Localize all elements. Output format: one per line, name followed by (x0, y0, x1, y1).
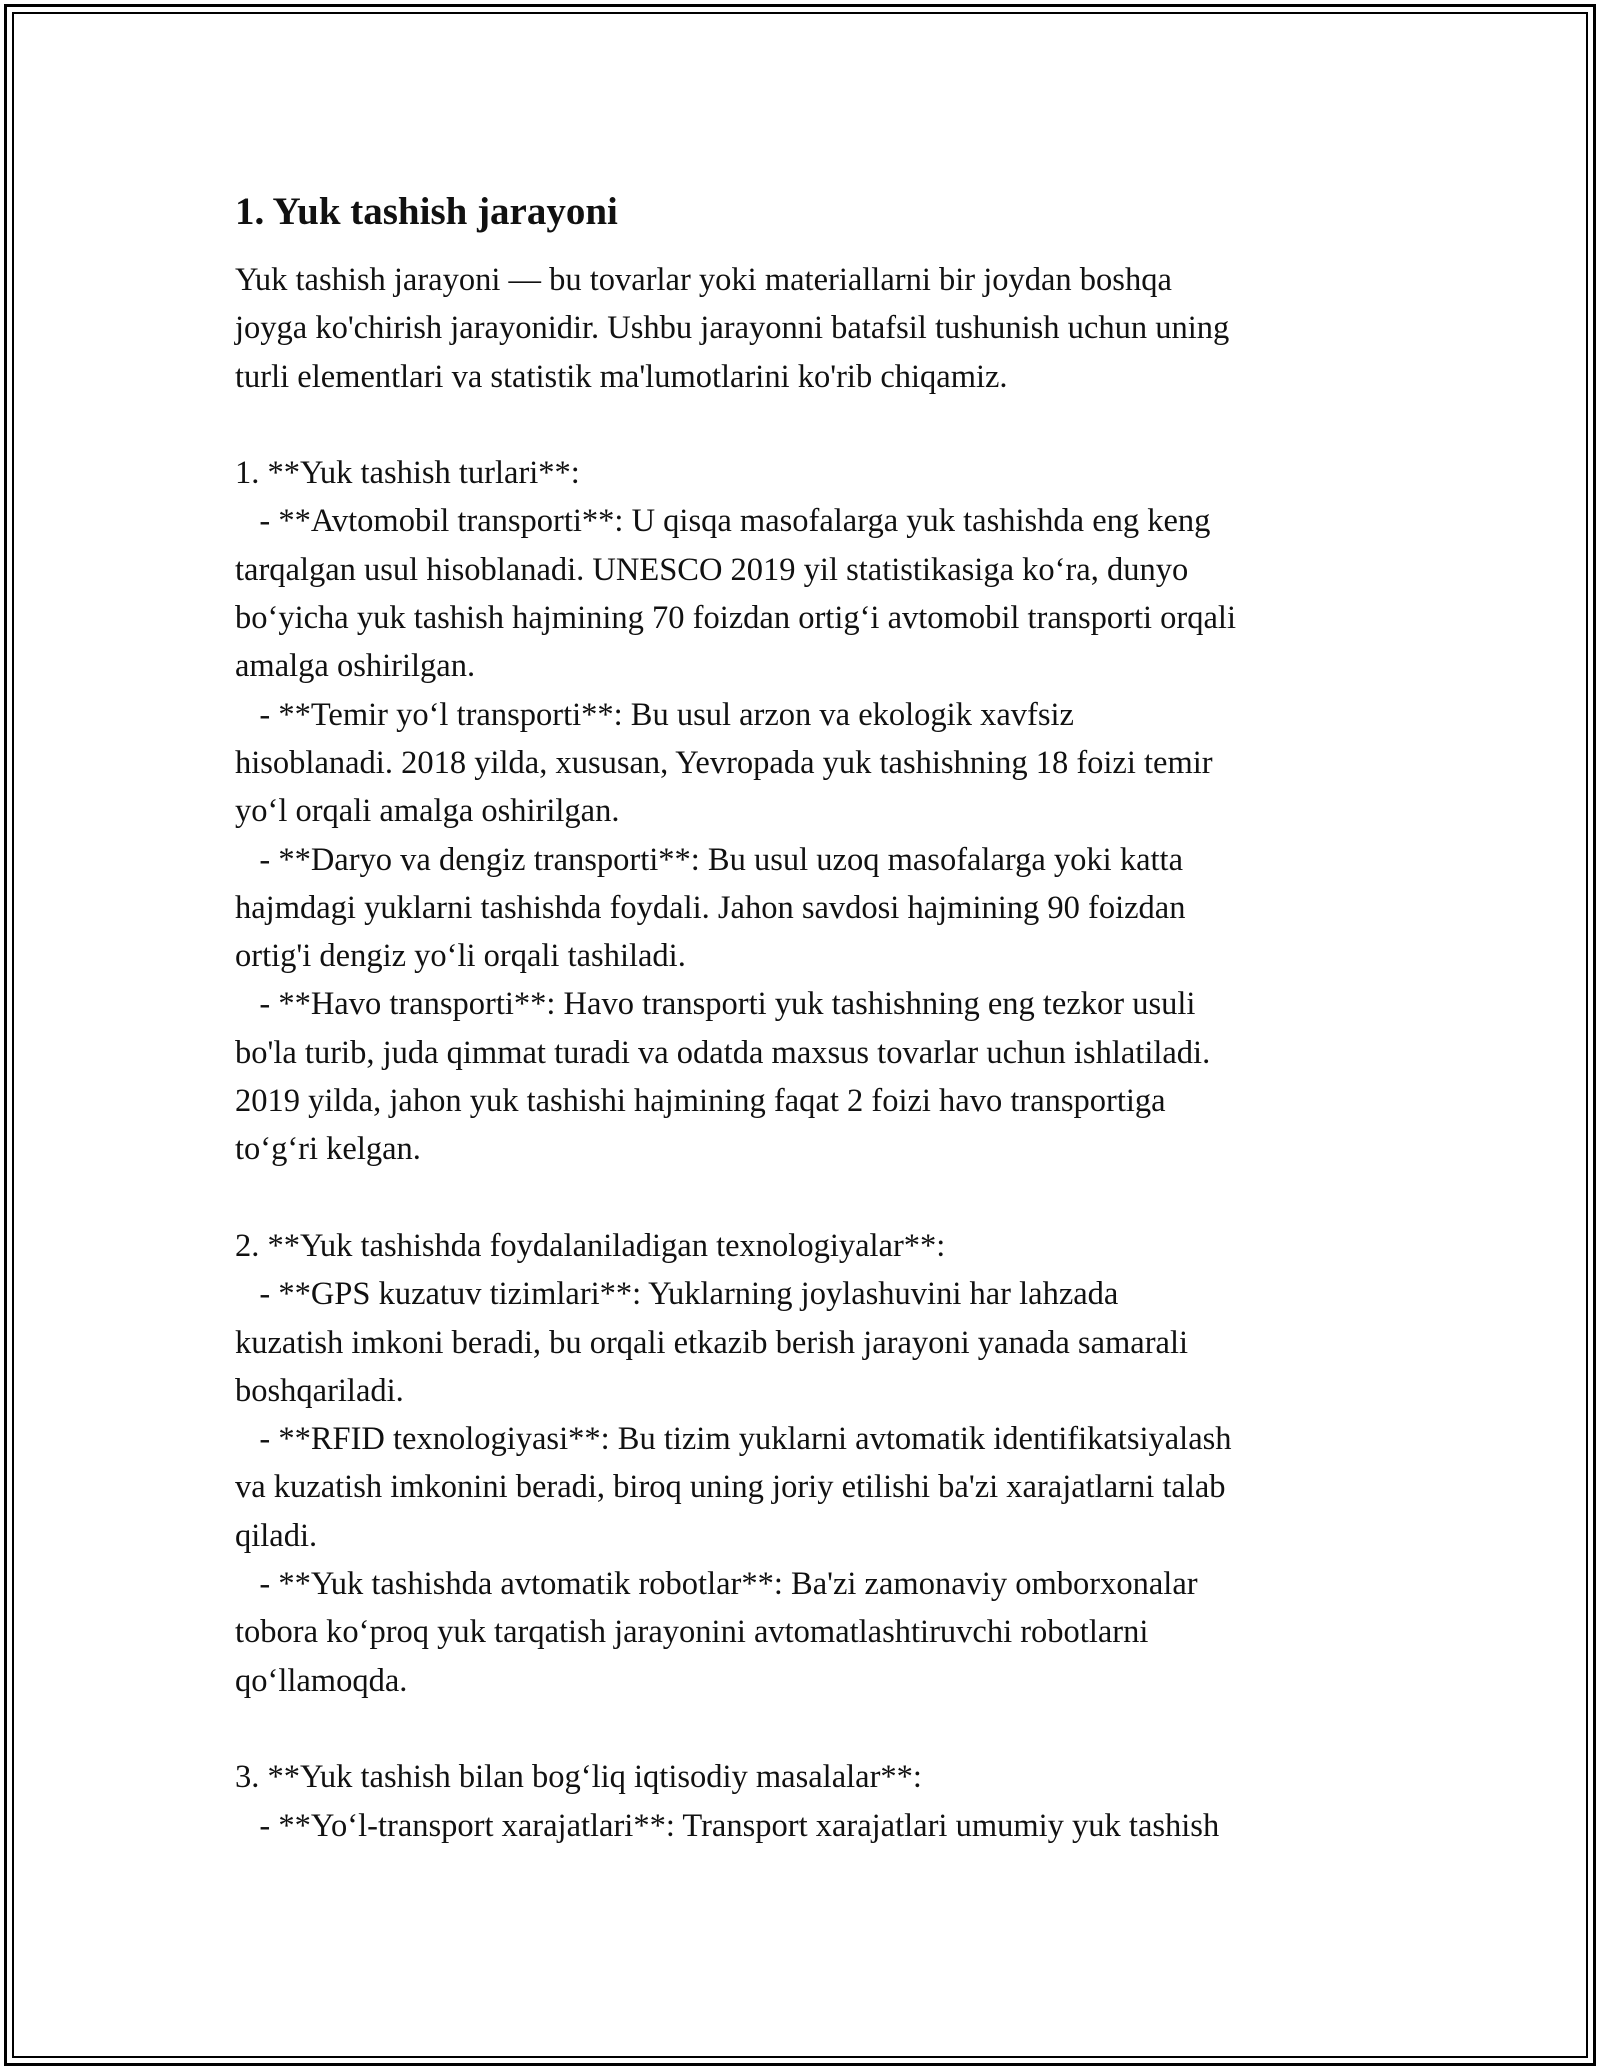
text-line: - **Temir yo‘l transporti**: Bu usul arzon va ekologik xavfsiz (235, 696, 1074, 733)
blank-line (235, 1705, 1375, 1753)
text-line: 1. **Yuk tashish turlari**: (235, 455, 580, 492)
text-line: 2019 yilda, jahon yuk tashishi hajmining faqat 2 foizi havo transportiga (235, 1083, 1166, 1120)
text-line: 2. **Yuk tashishda foydalaniladigan texnologiyalar**: (235, 1227, 946, 1264)
text-line: 3. **Yuk tashish bilan bog‘liq iqtisodiy masalalar**: (235, 1759, 922, 1796)
text-line: kuzatish imkoni beradi, bu orqali etkazib berish jarayoni yanada samarali (235, 1324, 1189, 1361)
text-line: va kuzatish imkonini beradi, biroq uning joriy etilishi ba'zi xarajatlarni talab (235, 1469, 1226, 1506)
text-line: Yuk tashish jarayoni — bu tovarlar yoki materiallarni bir joydan boshqa (235, 262, 1172, 298)
text-line: yo‘l orqali amalga oshirilgan. (235, 793, 620, 830)
document-body (235, 188, 1375, 1850)
text-line: turli elementlari va statistik ma'lumotlarini ko'rib chiqamiz. (235, 358, 1008, 395)
text-line: joyga ko'chirish jarayonidir. Ushbu jarayonni batafsil tushunish uchun uning (235, 310, 1230, 347)
text-line: qo‘llamoqda. (235, 1662, 408, 1699)
text-line: qiladi. (235, 1517, 318, 1554)
blank-line (235, 1174, 1375, 1222)
text-line: - **Yo‘l-transport xarajatlari**: Transport xarajatlari umumiy yuk tashish (235, 1807, 1220, 1844)
text-line: - **GPS kuzatuv tizimlari**: Yuklarning joylashuvini har lahzada (235, 1276, 1119, 1313)
text-line: - **Daryo va dengiz transporti**: Bu usul uzoq masofalarga yoki katta (235, 841, 1183, 878)
text-line: ortig'i dengiz yo‘li orqali tashiladi. (235, 938, 686, 975)
text-line: bo'la turib, juda qimmat turadi va odatda maxsus tovarlar uchun ishlatiladi. (235, 1034, 1211, 1071)
text-line: amalga oshirilgan. (235, 648, 476, 685)
text-line: to‘g‘ri kelgan. (235, 1131, 421, 1168)
text-line: - **Havo transporti**: Havo transporti yuk tashishning eng tezkor usuli (235, 986, 1196, 1023)
text-line: tarqalgan usul hisoblanadi. UNESCO 2019 yil statistikasiga ko‘ra, dunyo (235, 551, 1189, 588)
text-line: tobora ko‘proq yuk tarqatish jarayonini avtomatlashtiruvchi robotlarni (235, 1614, 1149, 1651)
text-line: - **Avtomobil transporti**: U qisqa masofalarga yuk tashishda eng keng (235, 503, 1211, 540)
text-line: - **RFID texnologiyasi**: Bu tizim yuklarni avtomatik identifikatsiyalash (235, 1421, 1232, 1458)
document-heading: 1. Yuk tashish jarayoni (235, 190, 618, 233)
blank-line (235, 401, 1375, 449)
text-line: hisoblanadi. 2018 yilda, xususan, Yevropada yuk tashishning 18 foizi temir (235, 744, 1213, 781)
text-line: hajmdagi yuklarni tashishda foydali. Jahon savdosi hajmining 90 foizdan (235, 889, 1186, 926)
document-text (235, 256, 1375, 1850)
text-line: - **Yuk tashishda avtomatik robotlar**: Ba'zi zamonaviy omborxonalar (235, 1566, 1198, 1603)
text-line: bo‘yicha yuk tashish hajmining 70 foizdan ortig‘i avtomobil transporti orqali (235, 600, 1236, 637)
text-line: boshqariladi. (235, 1372, 404, 1409)
